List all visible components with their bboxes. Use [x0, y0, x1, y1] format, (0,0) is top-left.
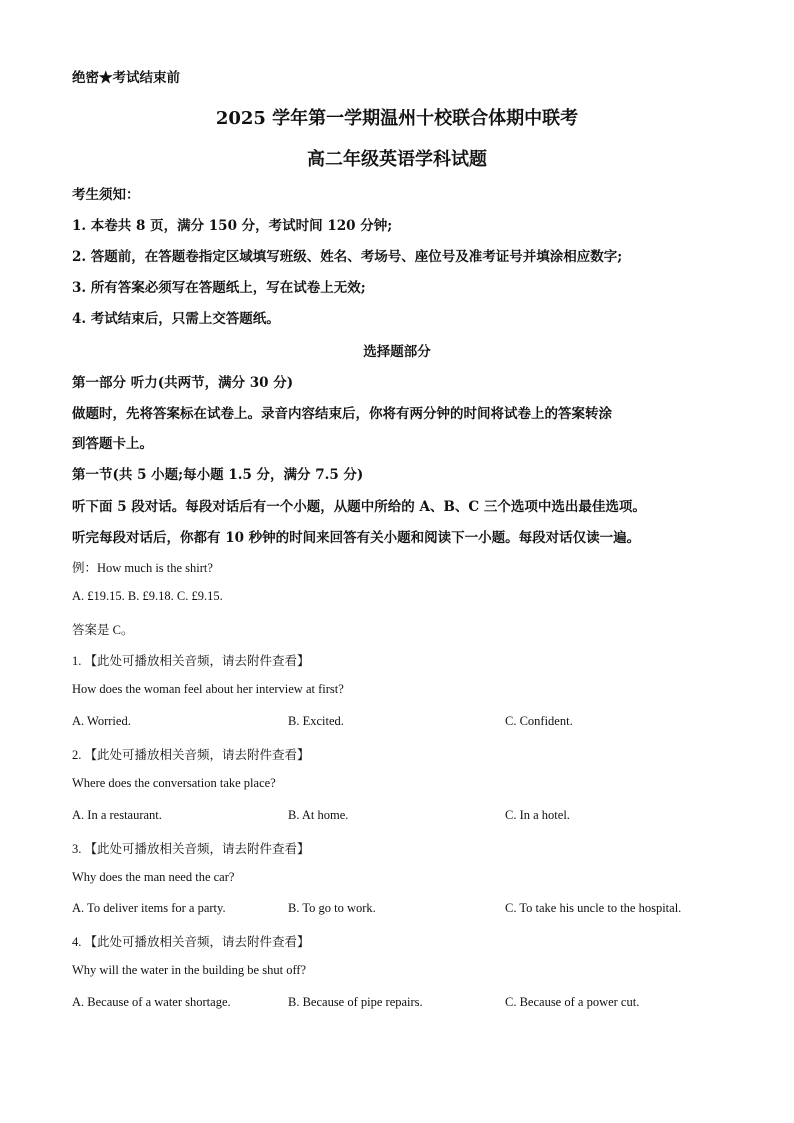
subsection-instructions: 听下面 5 段对话。每段对话后有一个小题，从题中所给的 A、B、C 三个选项中选出最佳选项。	[72, 499, 646, 515]
audio-placeholder[interactable]: 4. 【此处可播放相关音频，请去附件查看】	[72, 935, 310, 949]
subsection-heading: 第一节(共 5 小题;每小题 1.5 分，满分 7.5 分)	[72, 467, 364, 483]
question-text: Why will the water in the building be shut off?	[72, 963, 307, 977]
option-c: C. Because of a power cut.	[505, 995, 640, 1009]
option-b: B. Because of pipe repairs.	[288, 995, 423, 1009]
part-instructions: 到答题卡上。	[72, 436, 153, 452]
audio-placeholder[interactable]: 3. 【此处可播放相关音频，请去附件查看】	[72, 842, 310, 856]
option-a: A. To deliver items for a party.	[72, 901, 226, 915]
option-c: C. In a hotel.	[505, 808, 570, 822]
subsection-instructions: 听完每段对话后，你都有 10 秒钟的时间来回答有关小题和阅读下一小题。每段对话仅读一遍。	[72, 530, 641, 546]
exam-subtitle: 高二年级英语学科试题	[307, 149, 487, 170]
audio-placeholder[interactable]: 1. 【此处可播放相关音频，请去附件查看】	[72, 654, 310, 668]
question-text: Why does the man need the car?	[72, 870, 235, 884]
audio-placeholder[interactable]: 2. 【此处可播放相关音频，请去附件查看】	[72, 748, 310, 762]
option-b: B. To go to work.	[288, 901, 376, 915]
option-a: A. Because of a water shortage.	[72, 995, 231, 1009]
example-options: A. £19.15. B. £9.18. C. £9.15.	[72, 589, 223, 603]
notice-item: 1. 本卷共 8 页，满分 150 分，考试时间 120 分钟;	[72, 218, 393, 234]
section-title: 选择题部分	[363, 344, 431, 360]
example-question: 例：How much is the shirt?	[72, 561, 213, 575]
secret-label: 绝密★考试结束前	[72, 70, 180, 86]
option-b: B. Excited.	[288, 714, 344, 728]
notice-item: 4. 考试结束后，只需上交答题纸。	[72, 311, 280, 327]
question-text: Where does the conversation take place?	[72, 776, 276, 790]
question-text: How does the woman feel about her interview at first?	[72, 682, 344, 696]
option-c: C. Confident.	[505, 714, 573, 728]
part-heading: 第一部分 听力(共两节，满分 30 分)	[72, 375, 294, 391]
notice-item: 2. 答题前，在答题卷指定区域填写班级、姓名、考场号、座位号及准考证号并填涂相应数字;	[72, 249, 623, 265]
option-b: B. At home.	[288, 808, 349, 822]
example-answer: 答案是 C。	[72, 623, 134, 637]
part-instructions: 做题时，先将答案标在试卷上。录音内容结束后，你将有两分钟的时间将试卷上的答案转涂	[72, 406, 612, 422]
notice-item: 3. 所有答案必须写在答题纸上，写在试卷上无效;	[72, 280, 366, 296]
notice-heading: 考生须知：	[72, 187, 140, 203]
option-c: C. To take his uncle to the hospital.	[505, 901, 682, 915]
exam-title: 2025 学年第一学期温州十校联合体期中联考	[215, 108, 579, 129]
option-a: A. Worried.	[72, 714, 131, 728]
option-a: A. In a restaurant.	[72, 808, 162, 822]
